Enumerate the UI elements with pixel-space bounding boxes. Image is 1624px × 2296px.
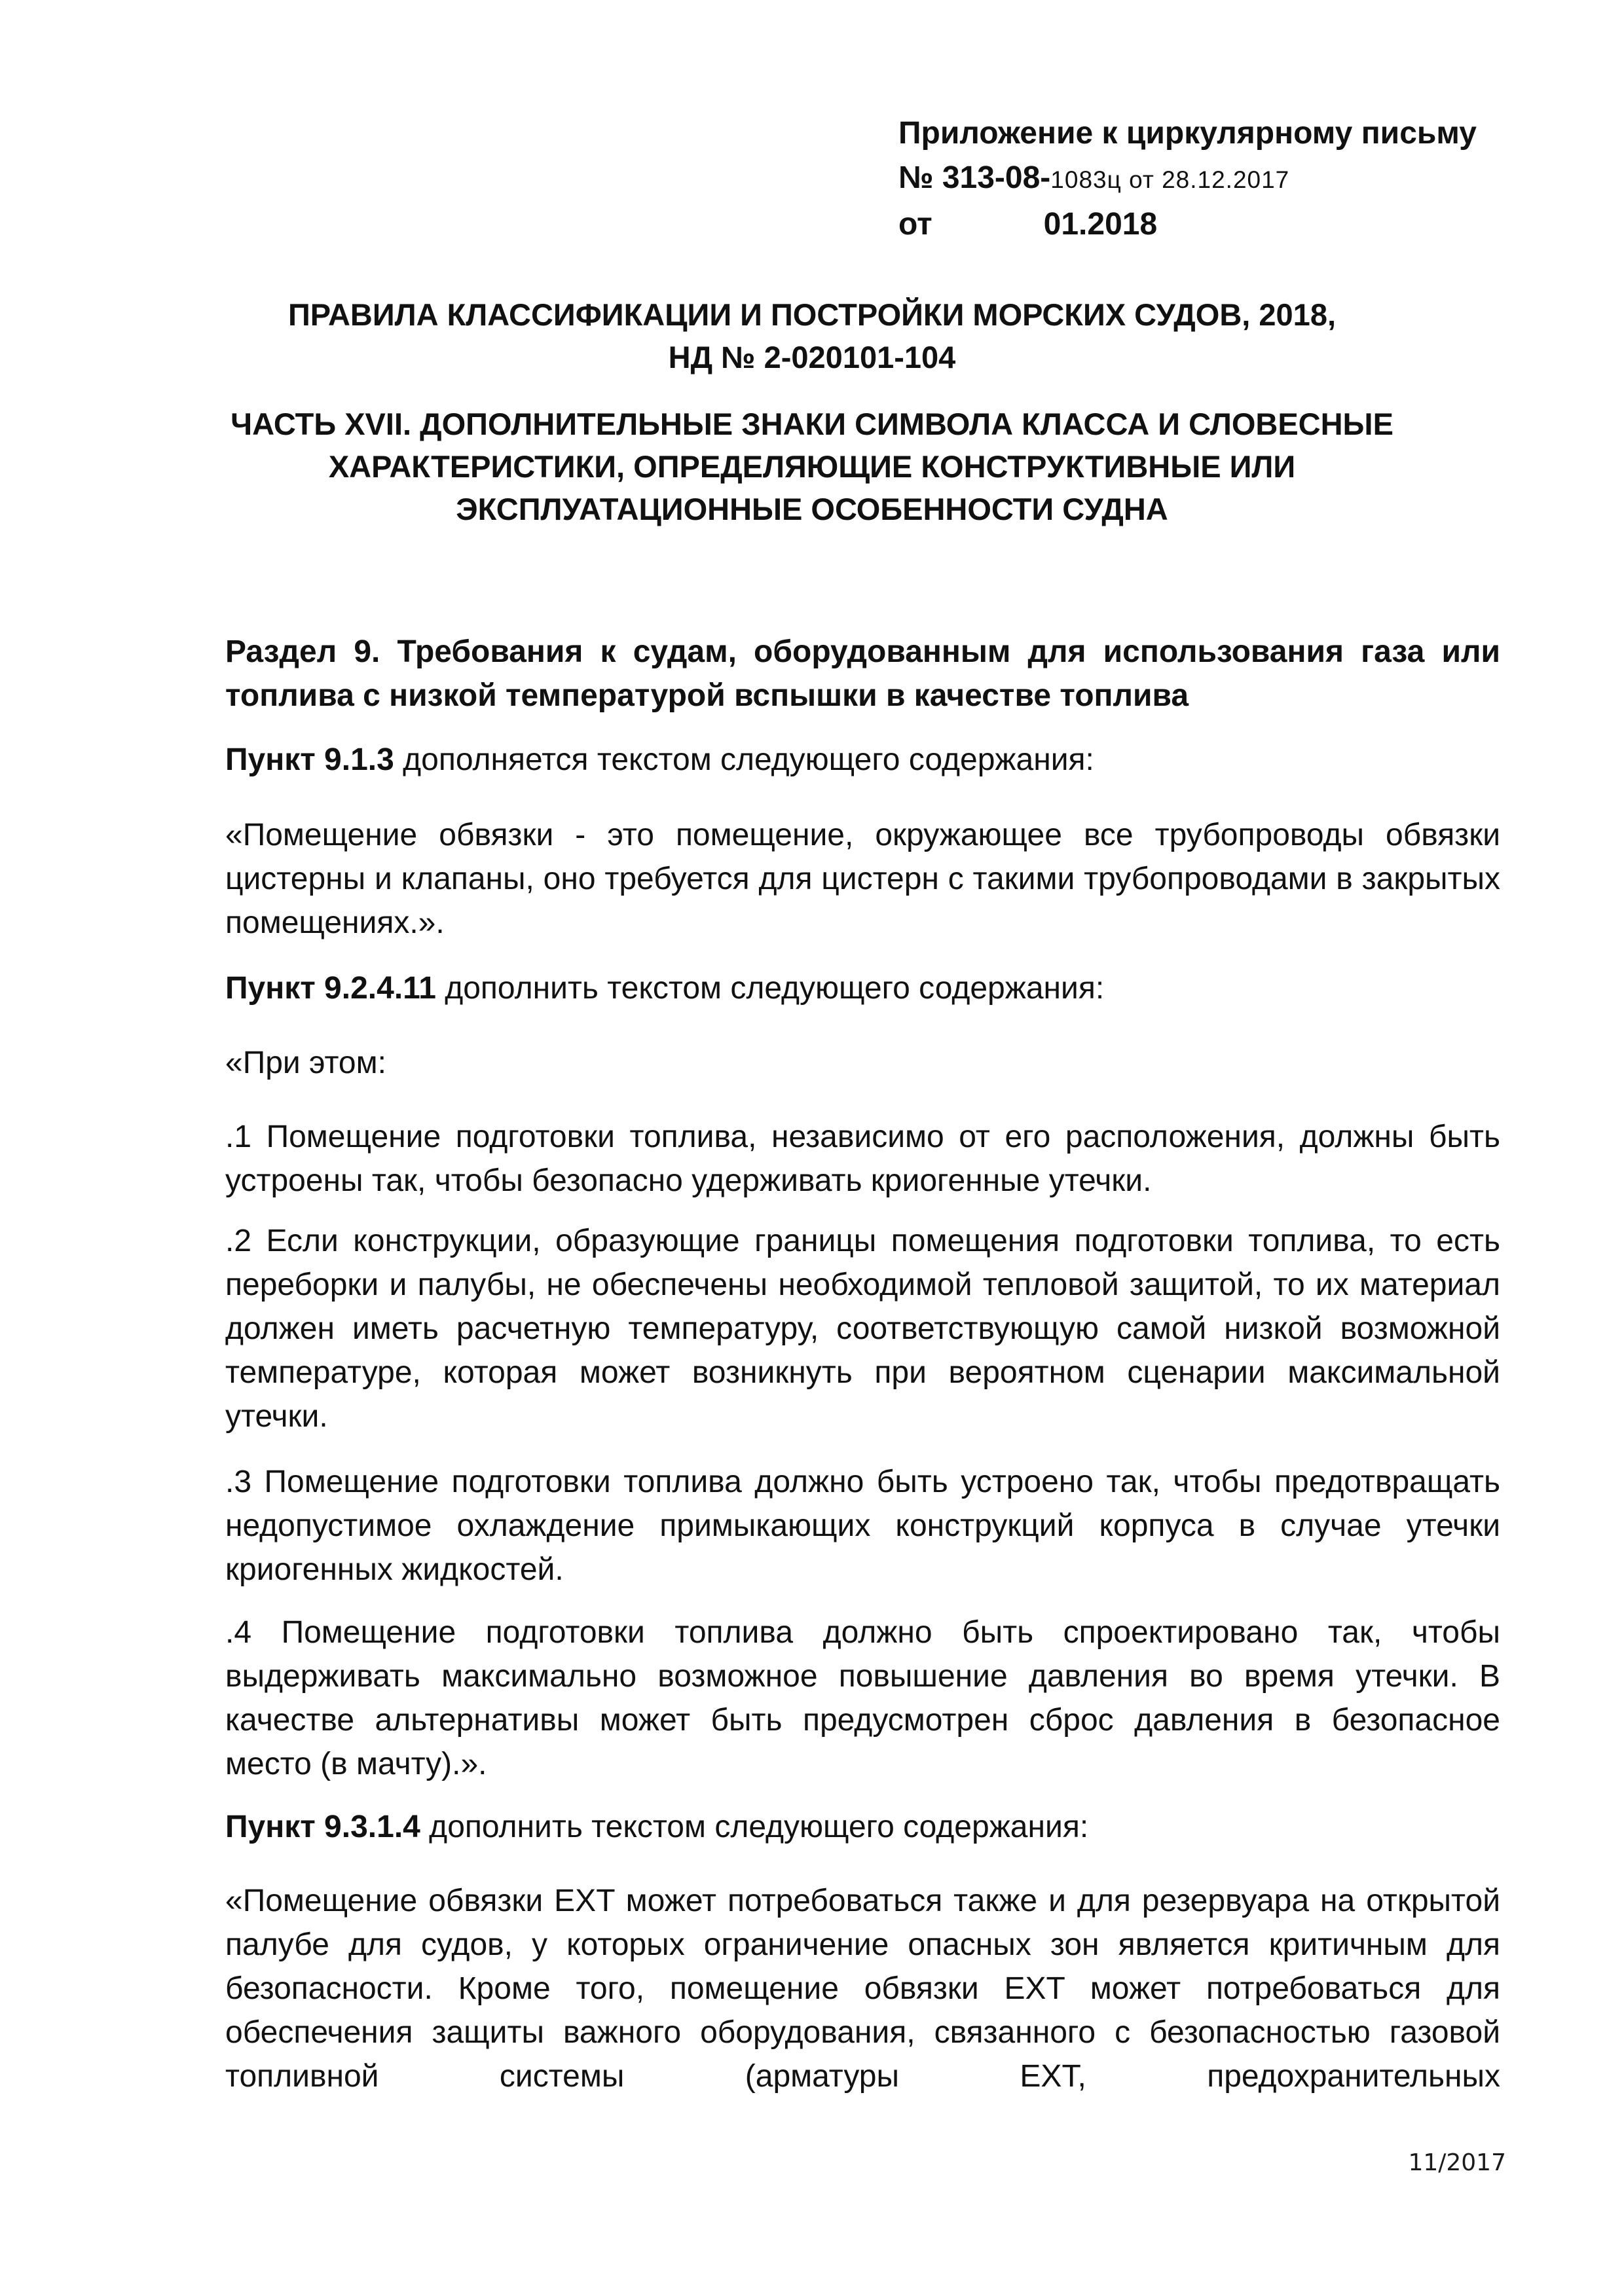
paragraph-6: .2 Если конструкции, образующие границы помещения подготовки топлива, то есть переборки и палубы, не обеспечены необходимой тепловой защитой, то их материал должен иметь расчетную температуру, соответствующую самой низкой возможной температуре, которая может возникнуть при вероятном сценарии максимальной утечки. bbox=[225, 1224, 1500, 1434]
paragraph-10: «Помещение обвязки EXT может потребоваться также и для резервуара на открытой палубе для судов, у которых ограничение опасных зон является критичным для безопасности. Кроме того, помещение обвязки EXT может потребоваться для обеспечения защиты важного оборудования, связанного с безопасностью газовой топливной системы (арматуры EXT, предохранительных bbox=[225, 1884, 1500, 2094]
paragraph-9 bbox=[225, 1805, 1500, 1849]
paragraph-1 bbox=[225, 738, 1500, 782]
header-number-prefix: № 313-08- bbox=[898, 160, 1051, 195]
header-date-value: 01.2018 bbox=[1043, 207, 1158, 242]
part-title: ЧАСТЬ XVII. ДОПОЛНИТЕЛЬНЫЕ ЗНАКИ СИМВОЛА КЛАССА И СЛОВЕСНЫЕ ХАРАКТЕРИСТИКИ, ОПРЕДЕЛЯЮЩИЕ КОНСТРУКТИВНЫЕ ИЛИ ЭКСПЛУАТАЦИОННЫЕ ОСОБЕННОСТИ СУДНА bbox=[231, 407, 1393, 526]
paragraph-9-text: дополнить текстом следующего содержания: bbox=[420, 1810, 1089, 1844]
paragraph-4: «При этом: bbox=[225, 1046, 386, 1080]
paragraph-8: .4 Помещение подготовки топлива должно быть спроектировано так, чтобы выдерживать максимально возможное повышение давления во время утечки. В качестве альтернативы может быть предусмотрен сброс давления в безопасное место (в мачту).». bbox=[225, 1615, 1500, 1781]
document-title bbox=[196, 293, 1428, 378]
document-title-line1: ПРАВИЛА КЛАССИФИКАЦИИ И ПОСТРОЙКИ МОРСКИХ СУДОВ, 2018, bbox=[287, 297, 1337, 332]
paragraph-7: .3 Помещение подготовки топлива должно быть устроено так, чтобы предотвращать недопустимое охлаждение примыкающих конструкций корпуса в случае утечки криогенных жидкостей. bbox=[225, 1465, 1500, 1587]
section-heading: Раздел 9. Требования к судам, оборудованным для использования газа или топлива с низкой температурой вспышки в качестве топлива bbox=[225, 634, 1500, 713]
paragraph-3-text: дополнить текстом следующего содержания: bbox=[435, 971, 1105, 1006]
paragraph-5: .1 Помещение подготовки топлива, независимо от его расположения, должны быть устроены так, чтобы безопасно удерживать криогенные утечки. bbox=[225, 1120, 1500, 1198]
header-title: Приложение к циркулярному письму bbox=[898, 116, 1477, 151]
header-date-prefix: от bbox=[898, 207, 932, 242]
paragraph-9-label: Пункт 9.3.1.4 bbox=[225, 1810, 420, 1844]
document-title-line2: НД № 2-020101-104 bbox=[668, 340, 956, 374]
paragraph-2: «Помещение обвязки - это помещение, окружающее все трубопроводы обвязки цистерны и клапаны, оно требуется для цистерн с такими трубопроводами в закрытых помещениях.». bbox=[225, 818, 1500, 940]
paragraph-1-text: дополняется текстом следующего содержания: bbox=[394, 742, 1094, 777]
footer-code: 11/2017 bbox=[1408, 2149, 1506, 2176]
header-number bbox=[898, 156, 1553, 202]
header-date bbox=[898, 202, 1553, 247]
paragraph-3 bbox=[225, 966, 1500, 1010]
header-number-handwritten: 1083ц от 28.12.2017 bbox=[1050, 166, 1290, 193]
paragraph-1-label: Пункт 9.1.3 bbox=[225, 742, 394, 777]
paragraph-3-label: Пункт 9.2.4.11 bbox=[225, 971, 436, 1006]
letter-header bbox=[898, 111, 1553, 247]
